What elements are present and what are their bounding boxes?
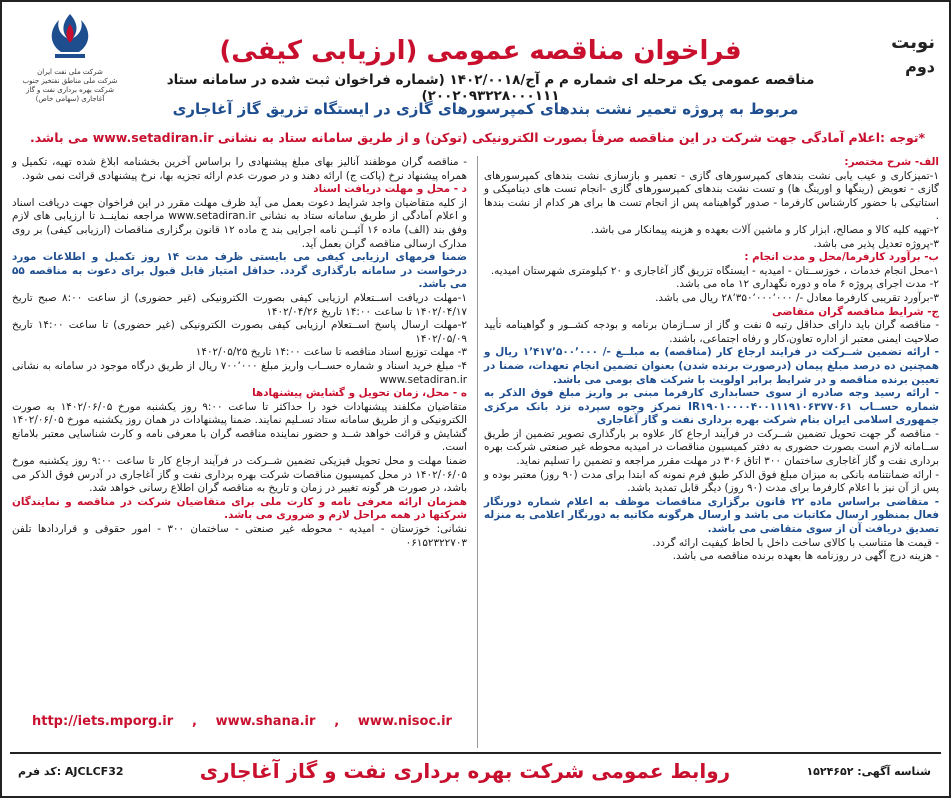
website-link-shana[interactable]: www.shana.ir xyxy=(215,714,316,729)
right-col-paragraph: ۳-برآورد تقریبی کارفرما معادل -/ ۲۸٬۳۵۰٬۰۰۰٬۰۰۰ ریال می باشد. xyxy=(655,291,939,304)
left-column xyxy=(12,156,467,550)
left-col-paragraph: ۲-مهلت ارسال پاسخ اســتعلام ارزیابی کیفی بصورت الکترونیکی (غیر حضوری) تا ساعت ۱۴:۰۰ تاریخ ۱۴۰۲/۰۵/۰۹ xyxy=(12,319,467,345)
round-value: دوم xyxy=(905,57,935,76)
logo-text-line1: شرکت ملی نفت ایران xyxy=(37,68,103,76)
left-col-paragraph: ه - محل، زمان تحویل و گشایش پیشنهادها xyxy=(252,387,467,400)
right-col-paragraph: ب- برآورد کارفرما/محل و مدت انجام : xyxy=(744,251,939,264)
left-col-paragraph: ۳- مهلت توزیع اسناد مناقصه تا ساعت ۱۴:۰۰ تاریخ ۱۴۰۲/۰۵/۲۵ xyxy=(195,346,467,359)
right-col-paragraph: - ارائه رسید وجه صادره از سوی حسابداری کارفرما مبنی بر واریز مبلغ فوق الذکر به شماره حســاب IR۱۹۰۱۰۰۰۰۴۰۰۱۱۱۹۱۰۶۳۷۷۰۶۱ تمرکز وجوه سپرده نزد بانک مرکزی جمهوری اسلامی ایران بنام شرکت بهره برداری نفت و گاز آغاجاری xyxy=(484,387,939,427)
right-col-paragraph: - قیمت ها متناسب با کالای ساخت داخل با لحاظ کیفیت ارائه گردد. xyxy=(652,536,939,549)
websites-line xyxy=(32,714,452,729)
left-col-paragraph: همزمان ارائه معرفی نامه و کارت ملی برای متقاضیان شرکت در مناقصه و نمایندگان شرکتها در همه مراحل لازم و ضروری می باشد. xyxy=(12,495,467,522)
right-column xyxy=(484,156,939,564)
left-col-paragraph: - مناقصه گران موظفند آنالیز بهای مبلغ پیشنهادی را براساس آخرین بخشنامه ابلاغ شده تهیه، تکمیل و همراه پیشنهاد نرخ (پاکت ج) ارائه دهند و در صورت عدم ارائه تجزیه بها، نرخ پیشنهادی قرائت نمی شود. xyxy=(12,156,467,182)
left-col-paragraph: نشانی: خوزستان - امیدیه - محوطه غیر صنعتی - ساختمان ۳۰۰ - امور حقوقی و قراردادها تلفن ۰۶۱۵۲۳۲۲۷۰۳ xyxy=(12,523,467,549)
right-col-paragraph: - مناقصه گر جهت تحویل تضمین شــرکت در فرآیند ارجاع کار علاوه بر بارگذاری تصویر تضمین از طریق ســامانه لازم است بصورت حضوری به دفتر کمیسیون مناقصات در امیدیه محوطه غیر صنعتی شرکت بهره برداری نفت و گاز آغاجاری ساختمان ۳۰۰ اتاق ۳۰۶ در مهلت مقرر مراجعه و تضمین را تسلیم نماید. xyxy=(484,427,939,468)
right-col-paragraph: ۱-تمیزکاری و عیب یابی نشت بندهای کمپرسورهای گازی - تعمیر و بازسازی نشت بندهای کمپرسورهای گازی - تعویض (رینگها و اورینگ ها) و تست نشت بندهای کمپرسورهای گازی -انجام تست های دینامیکی و استاتیکی با حضور کارشناس کارفرما - صدور گواهینامه پس از انجام تست ها برای هر کدام از نشت بندها . xyxy=(484,169,939,223)
footer-title: روابط عمومی شرکت بهره برداری نفت و گاز آغاجاری xyxy=(199,759,731,783)
right-col-paragraph: ۲- مدت اجرای پروژه ۶ ماه و دوره نگهداری ۱۲ ماه می باشد. xyxy=(676,278,939,291)
right-col-paragraph: الف- شرح مختصر: xyxy=(844,156,939,168)
logo-text-line3: شرکت بهره برداری نفت و گاز xyxy=(25,86,115,94)
right-col-paragraph: - متقاضی براساس ماده ۲۲ قانون برگزاری مناقصات موظف به اعلام شماره دورنگار فعال بمنظور ارسال مکاتبات می باشد و ارسال هرگونه مکاتبه به دورنگار اعلامی به منزله تصدیق دریافت آن از سوی متقاضی می باشد. xyxy=(484,495,940,536)
website-link-iets[interactable]: http://iets.mporg.ir xyxy=(32,714,174,729)
tender-number-line: مناقصه عمومی یک مرحله ای شماره م م آج/۱۴۰۲/۰۰۱۸ (شماره فراخوان ثبت شده در سامانه ستاد ۲۰۰۲۰۹۳۲۲۸۰۰۰۱۱۱) xyxy=(166,72,815,104)
right-col-paragraph: - ارائه تضمین شــرکت در فرایند ارجاع کار (مناقصه) به مبلــغ -/ ۱٬۴۱۷٬۵۰۰٬۰۰۰ ریال و همچنین ده درصد مبلغ پیمان (درصورت برنده شدن) بعنوان تضمین انجام تعهدات، ضمنا در تعیین برنده مناقصه و در شرایط برابر اولویت با شرکت های بومی می باشد. xyxy=(484,346,939,386)
left-col-paragraph: متقاضیان مکلفند پیشنهادات خود را حداکثر تا ساعت ۹:۰۰ روز یکشنبه مورخ ۱۴۰۲/۰۶/۰۵ به صورت الکترونیکی و از طریق سامانه ستاد تسـلیم نمایند. ضمنا پیشنهادات در همان روز یکشنبه مورخ ۱۴۰۲/۰۶/۰۵ گشایش و قرائت خواهد شــد و حضور نماینده مناقصه گران با معرفی نامه و کارت شناسایی معتبر بلامانع است. xyxy=(12,400,468,454)
left-col-paragraph: ۴- مبلغ خرید اسناد و شماره حســاب واریز مبلغ ۷۰۰٬۰۰۰ ریال از طریق درگاه موجود در سامانه به نشانی www.setadiran.ir xyxy=(12,359,467,386)
form-code: AJCLCF32 :کد فرم xyxy=(18,764,124,778)
website-separator: , xyxy=(191,714,197,729)
left-col-paragraph: ۱-مهلت دریافت اســتعلام ارزیابی کیفی بصورت الکترونیکی (غیر حضوری) از ساعت ۸:۰۰ صبح تاریخ ۱۴۰۲/۰۴/۱۷ تا ساعت ۱۴:۰۰ تاریخ ۱۴۰۲/۰۴/۲۶ xyxy=(12,291,467,318)
right-col-paragraph: - ارائه ضمانتنامه بانکی به میزان مبلغ فوق الذکر طبق فرم نمونه که ابتدا برای مدت (۹۰ روز) معتبر بوده و پس از آن نیز با اعلام کارفرما برای مدت (۹۰ روز) دیگر قابل تمدید باشد. xyxy=(484,468,940,495)
right-col-paragraph: ۲-تهیه کلیه کالا و مصالح، ابزار کار و ماشین آلات بعهده و هزینه پیمانکار می باشد. xyxy=(590,223,939,236)
ad-identifier: شناسه آگهی: ۱۵۲۴۶۵۲ xyxy=(806,764,931,778)
nioc-flame-logo-icon xyxy=(33,10,107,64)
logo-text-line4: آغاجاری (سهامی خاص) xyxy=(35,95,105,103)
attention-notice: *توجه :اعلام آمادگی جهت شرکت در این مناقصه صرفاً بصورت الکترونیکی (توکن) و از طریق سامانه ستاد به نشانی www.setadiran.ir می باشد. xyxy=(29,130,926,145)
company-logo xyxy=(10,10,130,104)
right-col-paragraph: ج- شرایط مناقصه گران متقاضی xyxy=(771,305,939,318)
website-link-nisoc[interactable]: www.nisoc.ir xyxy=(357,714,452,729)
right-col-paragraph: ۱-محل انجام خدمات ، خوزســتان - امیدیه - ایستگاه تزریق گاز آغاجاری و ۲۰ کیلومتری شهرستان امیدیه. xyxy=(490,264,939,277)
left-col-paragraph: ضمنا مهلت و محل تحویل فیزیکی تضمین شــرکت در فرآیند ارجاع کار تا ساعت ۹:۰۰ روز یکشنبه مورخ ۱۴۰۲/۰۶/۰۵ در محل کمیسیون مناقصات شرکت بهره برداری نفت و گاز آغاجاری در آدرس فوق الذکر می باشد، در صورت هر گونه تغییر در زمان و تاریخ به مناقصه گران اطلاع رسانی خواهد شد. xyxy=(12,455,467,495)
left-col-paragraph: د - محل و مهلت دریافت اسناد xyxy=(313,183,467,196)
right-col-paragraph: - هزینه درج آگهی در روزنامه ها بعهده برنده مناقصه می باشد. xyxy=(672,550,939,563)
footer-bar xyxy=(10,752,941,788)
page-title: فراخوان مناقصه عمومی (ارزیابی کیفی) xyxy=(219,36,742,66)
round-label: نوبت xyxy=(891,32,935,53)
website-separator: , xyxy=(334,714,340,729)
column-divider xyxy=(477,156,478,748)
logo-text-line2: شرکت ملی مناطق نفتخیز جنوب xyxy=(22,77,118,85)
project-description: مربوط به پروژه تعمیر نشت بندهای کمپرسورهای گازی در ایستگاه تزریق گاز آغاجاری xyxy=(172,100,799,118)
right-col-paragraph: ۳-پروژه تعدیل پذیر می باشد. xyxy=(813,237,939,250)
publication-round xyxy=(855,32,935,76)
right-col-paragraph: - مناقصه گران باید دارای حداقل رتبه ۵ نفت و گاز از ســازمان برنامه و بودجه کشــور و گواهینامه تأیید صلاحیت ایمنی معتبر از اداره تعاون،کار و رفاه اجتماعی، باشند. xyxy=(484,319,939,345)
left-col-paragraph: از کلیه متقاضیان واجد شرایط دعوت بعمل می آید ظرف مهلت مقرر در این فراخوان جهت دریافت اسناد و اعلام آمادگی از طریق سامانه ستاد به نشانی www.setadiran.ir مراجعه نماینــد تا ارزیابی های لازم وفق بند (الف) ماده ۱۶ آئیــن نامه اجرایی بند ج ماده ۱۲ قانون برگزاری مناقصات (ارزیابی کیفی) بر روی مدارک ارسالی مناقصه گران بعمل آید. xyxy=(12,196,468,250)
left-col-paragraph: ضمنا فرمهای ارزیابی کیفی می بایستی ظرف مدت ۱۴ روز تکمیل و اطلاعات مورد درخواست در سامانه بارگذاری گردد. حداقل امتیاز قابل قبول برای دعوت به مناقصه ۵۵ می باشد. xyxy=(12,251,467,291)
